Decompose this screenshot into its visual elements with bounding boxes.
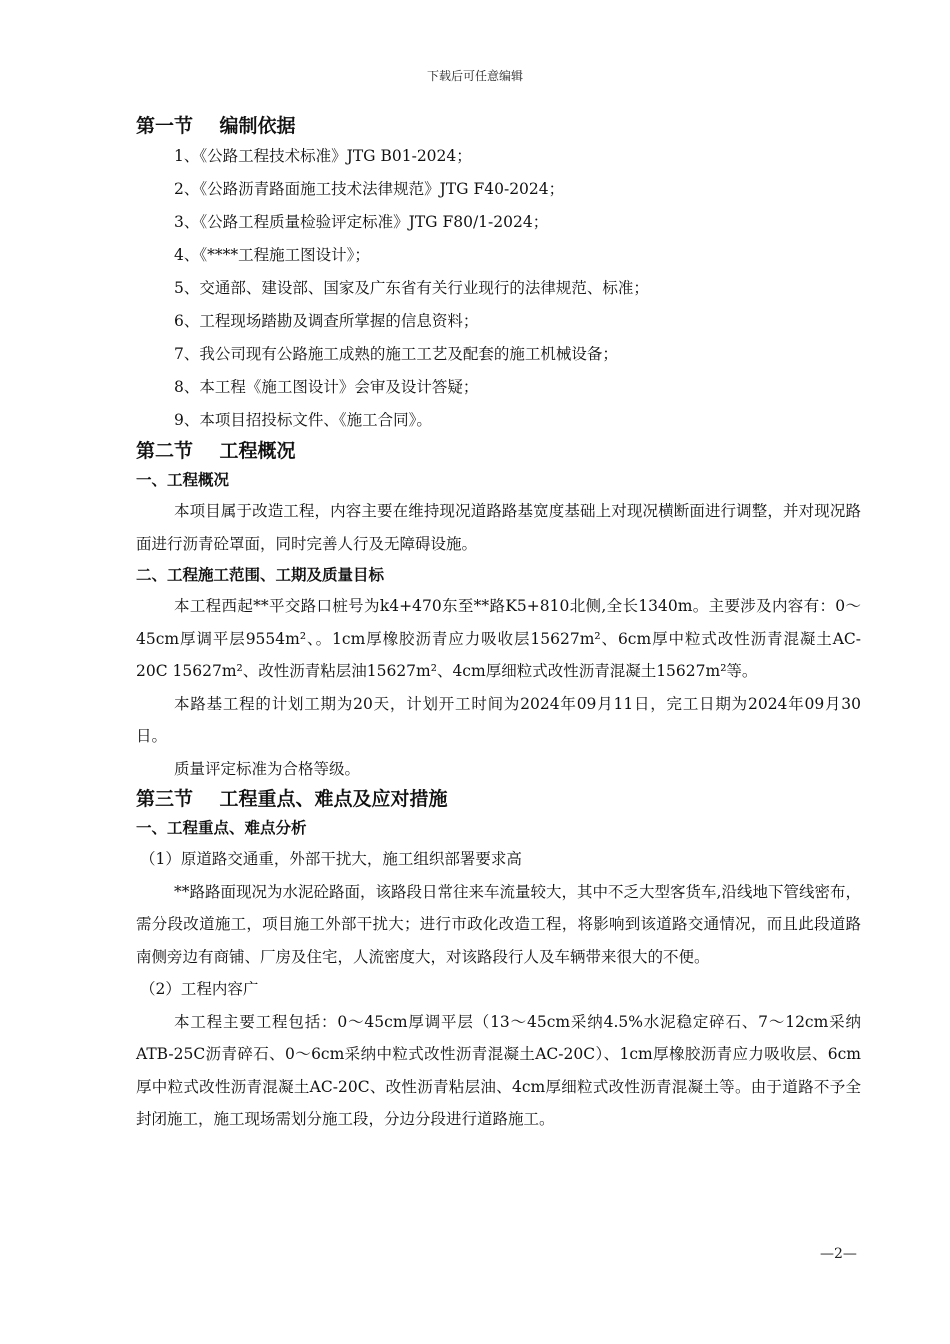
difficulty-1-title: （1）原道路交通重，外部干扰大，施工组织部署要求高 xyxy=(140,850,522,868)
difficulty-2-title: （2）工程内容广 xyxy=(140,980,259,998)
basis-item-4: 4、《****工程施工图设计》； xyxy=(174,246,370,264)
basis-item-9: 9、本项目招投标文件、《施工合同》。 xyxy=(174,411,432,429)
header-note: 下载后可任意编辑 xyxy=(426,69,523,83)
quality-paragraph: 质量评定标准为合格等级。 xyxy=(174,759,361,778)
basis-item-3: 3、《公路工程质量检验评定标准》JTG F80/1-2024； xyxy=(174,213,549,231)
section-3-title: 第三节 工程重点、难点及应对措施 xyxy=(136,788,448,810)
section-3-subheading-1: 一、工程重点、难点分析 xyxy=(136,819,307,837)
basis-item-6: 6、工程现场踏勘及调查所掌握的信息资料； xyxy=(174,312,479,330)
difficulty-1-paragraph: **路路面现况为水泥砼路面，该路段日常往来车流量较大，其中不乏大型客货车,沿线地下管线密布，需分段改道施工，项目施工外部干扰大；进行市政化改造工程，将影响到该道路交通情况，而且此段道路南侧旁边有商铺、厂房及住宅，人流密度大，对该路段行人及车辆带来很大的不便。 xyxy=(136,882,861,966)
section-2-title: 第二节 工程概况 xyxy=(136,440,296,462)
section-2-subheading-2: 二、工程施工范围、工期及质量目标 xyxy=(136,566,385,584)
scope-paragraph: 本工程西起**平交路口桩号为k4+470东至**路K5+810北侧,全长1340m。主要涉及内容有：0～45cm厚调平层9554m²、。1cm厚橡胶沥青应力吸收层15627m²、6cm厚中粒式改性沥青混凝土AC-20C 15627m²、改性沥青粘层油15627m²、4cm厚细粒式改性沥青混凝土15627m²等。 xyxy=(136,597,861,680)
basis-item-5: 5、交通部、建设部、国家及广东省有关行业现行的法律规范、标准； xyxy=(174,279,649,297)
basis-item-1: 1、《公路工程技术标准》JTG B01-2024； xyxy=(174,147,472,165)
document-body xyxy=(136,112,861,1136)
schedule-paragraph: 本路基工程的计划工期为20天，计划开工时间为2024年09月11日，完工日期为2024年09月30日。 xyxy=(136,694,861,745)
difficulty-2-paragraph: 本工程主要工程包括：0～45cm厚调平层（13～45cm采纳4.5%水泥稳定碎石、7～12cm采纳ATB-25C沥青碎石、0～6cm采纳中粒式改性沥青混凝土AC-20C）、1cm厚橡胶沥青应力吸收层、6cm厚中粒式改性沥青混凝土AC-20C、改性沥青粘层油、4cm厚细粒式改性沥青混凝土等。由于道路不予全封闭施工，施工现场需划分施工段，分边分段进行道路施工。 xyxy=(136,1012,861,1128)
section-1-title: 第一节 编制依据 xyxy=(136,115,296,137)
section-2-subheading-1: 一、工程概况 xyxy=(136,471,230,489)
page-number: —2— xyxy=(820,1246,857,1262)
basis-item-2: 2、《公路沥青路面施工技术法律规范》JTG F40-2024； xyxy=(174,180,565,198)
basis-item-8: 8、本工程《施工图设计》会审及设计答疑； xyxy=(174,378,479,396)
basis-item-7: 7、我公司现有公路施工成熟的施工工艺及配套的施工机械设备； xyxy=(174,345,618,363)
overview-paragraph: 本项目属于改造工程，内容主要在维持现况道路路基宽度基础上对现况横断面进行调整，并对现况路面进行沥青砼罩面，同时完善人行及无障碍设施。 xyxy=(136,502,861,553)
